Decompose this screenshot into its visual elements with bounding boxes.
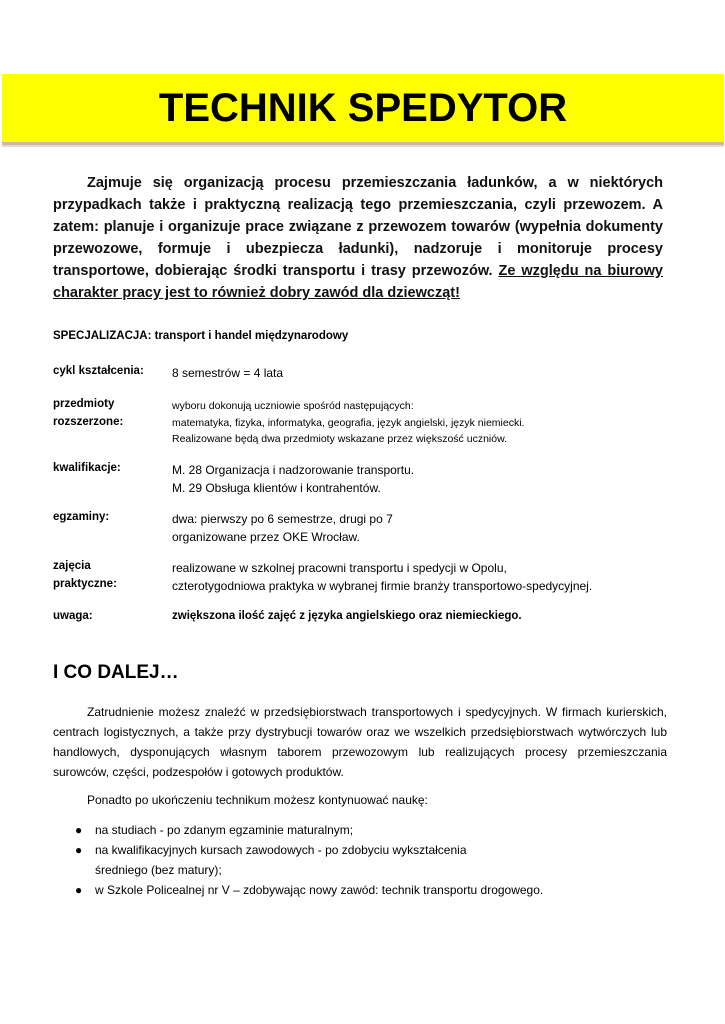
list-item-text: w Szkole Policealnej nr V – zdobywając nowy zawód: technik transportu drogowego. — [95, 883, 544, 897]
bullet-icon: ● — [75, 823, 83, 837]
note-value: zwiększona ilość zajęć z języka angielskiego oraz niemieckiego. — [172, 610, 522, 622]
cycle-value: 8 semestrów = 4 lata — [172, 366, 284, 380]
intro-underlined: Ze względu na biurowy charakter pracy jest to również dobry zawód dla dziewcząt! — [53, 263, 663, 301]
next-heading: I CO DALEJ… — [53, 662, 179, 683]
exams-line-1: dwa: pierwszy po 6 semestrze, drugi po 7 — [172, 512, 393, 526]
continue-text: Ponadto po ukończeniu technikum możesz kontynuować naukę: — [87, 793, 428, 807]
practice-line-2: czterotygodniowa praktyka w wybranej firmie branży transportowo-spedycyjnej. — [172, 579, 593, 593]
list-item — [53, 840, 515, 880]
note-label: uwaga: — [53, 610, 93, 622]
qualifications-line-2: M. 29 Obsługa klientów i kontrahentów. — [172, 481, 381, 495]
continuation-list — [53, 820, 673, 900]
practice-line-1: realizowane w szkolnej pracowni transportu i spedycji w Opolu, — [172, 561, 507, 575]
subjects-label-2: rozszerzone: — [53, 416, 124, 428]
intro-paragraph — [53, 172, 663, 304]
bullet-icon: ● — [75, 843, 83, 857]
employment-paragraph — [53, 702, 667, 782]
qualifications-line-1: M. 28 Organizacja i nadzorowanie transportu. — [172, 463, 415, 477]
title-banner — [2, 74, 724, 145]
specialization-line: SPECJALIZACJA: transport i handel międzynarodowy — [53, 330, 349, 342]
list-item — [53, 820, 673, 840]
exams-label: egzaminy: — [53, 511, 110, 523]
employment-text: Zatrudnienie możesz znaleźć w przedsiębiorstwach transportowych i spedycyjnych. W firmach kurierskich, centrach logistycznych, a także przy dystrybucji towarów oraz we wszelkich przedsiębiorstwach wytwórczych lub handlowych, dysponujących własnym taborem przewozowym lub realizujących procesy przemieszczania surowców, części, podzespołów i gotowych produktów. — [53, 705, 667, 779]
subjects-label-1: przedmioty — [53, 398, 115, 410]
exams-line-2: organizowane przez OKE Wrocław. — [172, 530, 360, 544]
intro-text: Zajmuje się organizacją procesu przemieszczania ładunków, a w niektórych przypadkach także i praktyczną realizacją tego przemieszczania, czyli przewozem. A zatem: planuje i organizuje prace związane z przewozem towarów (wypełnia dokumenty przewozowe, formuje i ubezpiecza ładunki), nadzoruje i monitoruje procesy transportowe, dobierając środki transportu i trasy przewozów. — [53, 175, 663, 279]
list-item — [53, 880, 673, 900]
subjects-line-3: Realizowane będą dwa przedmioty wskazane przez większość uczniów. — [172, 433, 507, 445]
page-title: TECHNIK SPEDYTOR — [158, 85, 568, 130]
bullet-icon: ● — [75, 883, 83, 897]
list-item-text: na kwalifikacyjnych kursach zawodowych - po zdobyciu wykształcenia średniego (bez matury); — [95, 843, 467, 877]
list-item-text: na studiach - po zdanym egzaminie maturalnym; — [95, 823, 354, 837]
subjects-line-2: matematyka, fizyka, informatyka, geografia, język angielski, język niemiecki. — [172, 417, 525, 429]
subjects-line-1: wyboru dokonują uczniowie spośród następujących: — [172, 400, 414, 412]
practice-label-2: praktyczne: — [53, 578, 117, 590]
practice-label-1: zajęcia — [53, 560, 91, 572]
cycle-label: cykl kształcenia: — [53, 365, 144, 377]
continue-paragraph — [53, 790, 667, 810]
qualifications-label: kwalifikacje: — [53, 462, 121, 474]
